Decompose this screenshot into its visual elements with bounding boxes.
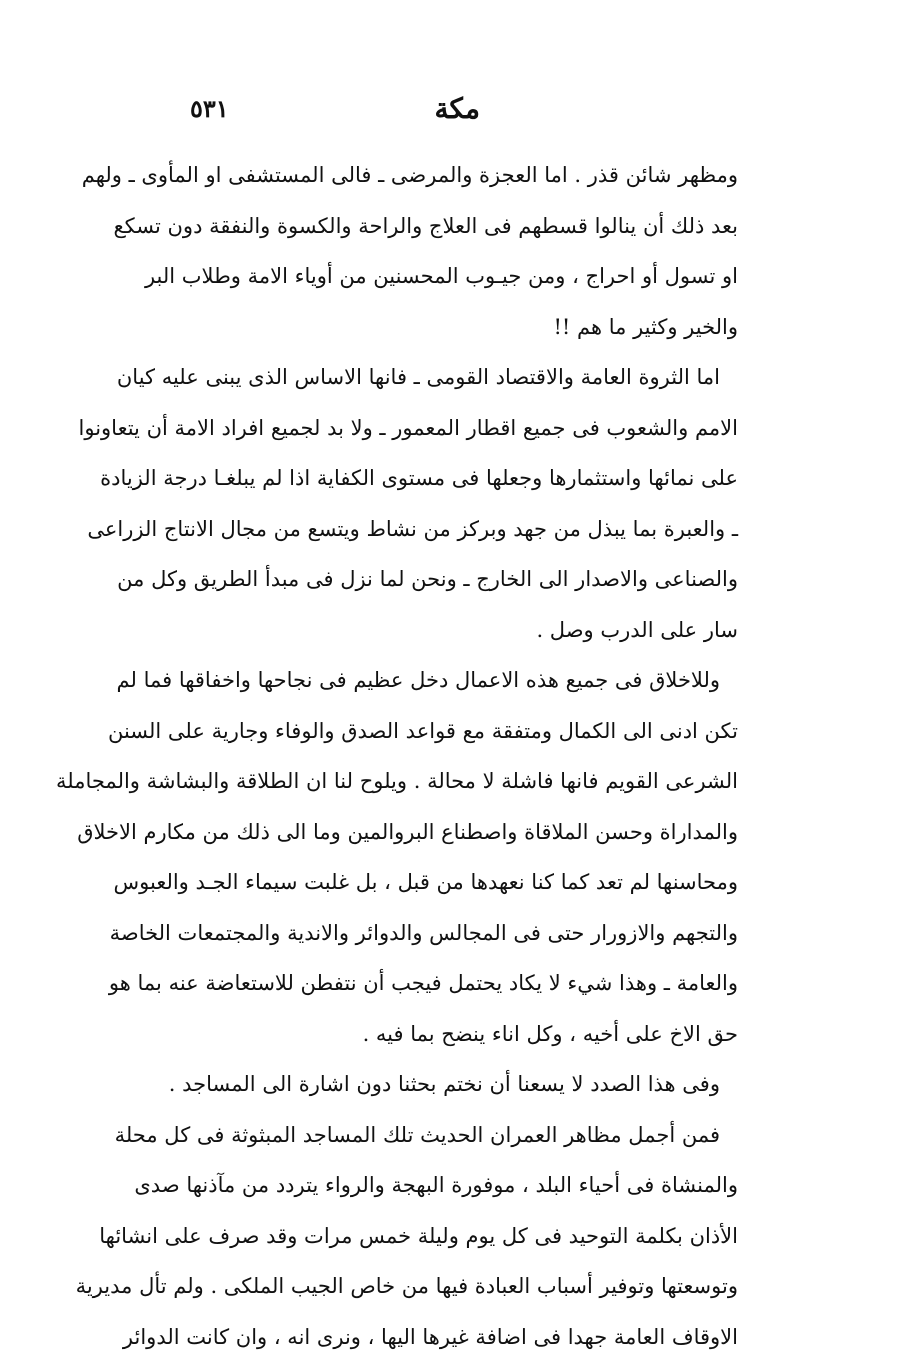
running-title: مكة	[435, 92, 480, 125]
text-line: حق الاخ على أخيه ، وكل اناء ينضح بما فيه .	[168, 1009, 738, 1060]
text-line: الاوقاف العامة جهدا فى اضافة غيرها اليها ، ونرى انه ، وان كانت الدوائر	[168, 1312, 738, 1362]
text-line: ومظهر شائن قذر . اما العجزة والمرضى ـ فالى المستشفى او المأوى ـ ولهم	[168, 150, 738, 201]
text-line: الأذان بكلمة التوحيد فى كل يوم وليلة خمس مرات وقد صرف على انشائها	[168, 1211, 738, 1262]
page-number: ٥٣١	[190, 94, 229, 123]
text-line: وللاخلاق فى جميع هذه الاعمال دخل عظيم فى نجاحها واخفاقها فما لم	[168, 655, 738, 706]
text-line: الامم والشعوب فى جميع اقطار المعمور ـ ولا بد لجميع افراد الامة أن يتعاونوا	[168, 403, 738, 454]
text-line: ـ والعبرة بما يبذل من جهد وبركز من نشاط ويتسع من مجال الانتاج الزراعى	[168, 504, 738, 555]
text-line: او تسول أو احراج ، ومن جيـوب المحسنين من أوياء الامة وطلاب البر	[168, 251, 738, 302]
text-line: والصناعى والاصدار الى الخارج ـ ونحن لما نزل فى مبدأ الطريق وكل من	[168, 554, 738, 605]
text-line: والخير وكثير ما هم !!	[168, 302, 738, 353]
text-line: وفى هذا الصدد لا يسعنا أن نختم بحثنا دون اشارة الى المساجد .	[168, 1059, 738, 1110]
text-line: والمداراة وحسن الملاقاة واصطناع البروالمين وما الى ذلك من مكارم الاخلاق	[168, 807, 738, 858]
text-line: والمنشاة فى أحياء البلد ، موفورة البهجة والرواء يتردد من مآذنها صدى	[168, 1160, 738, 1211]
text-line: ومحاسنها لم تعد كما كنا نعهدها من قبل ، بل غلبت سيماء الجـد والعبوس	[168, 857, 738, 908]
text-line: بعد ذلك أن ينالوا قسطهم فى العلاج والراحة والكسوة والنفقة دون تسكع	[168, 201, 738, 252]
text-line: سار على الدرب وصل .	[168, 605, 738, 656]
body-text	[168, 150, 738, 1362]
page-header	[190, 88, 480, 128]
text-line: والتجهم والازورار حتى فى المجالس والدوائر والاندية والمجتمعات الخاصة	[168, 908, 738, 959]
text-line: اما الثروة العامة والاقتصاد القومى ـ فانها الاساس الذى يبنى عليه كيان	[168, 352, 738, 403]
text-line: وتوسعتها وتوفير أسباب العبادة فيها من خاص الجيب الملكى . ولم تأل مديرية	[168, 1261, 738, 1312]
text-line: فمن أجمل مظاهر العمران الحديث تلك المساجد المبثوثة فى كل محلة	[168, 1110, 738, 1161]
text-line: والعامة ـ وهذا شيء لا يكاد يحتمل فيجب أن نتفطن للاستعاضة عنه بما هو	[168, 958, 738, 1009]
text-line: على نمائها واستثمارها وجعلها فى مستوى الكفاية اذا لم يبلغـا درجة الزيادة	[168, 453, 738, 504]
text-line: تكن ادنى الى الكمال ومتفقة مع قواعد الصدق والوفاء وجارية على السنن	[168, 706, 738, 757]
text-line: الشرعى القويم فانها فاشلة لا محالة . ويلوح لنا ان الطلاقة والبشاشة والمجاملة	[168, 756, 738, 807]
